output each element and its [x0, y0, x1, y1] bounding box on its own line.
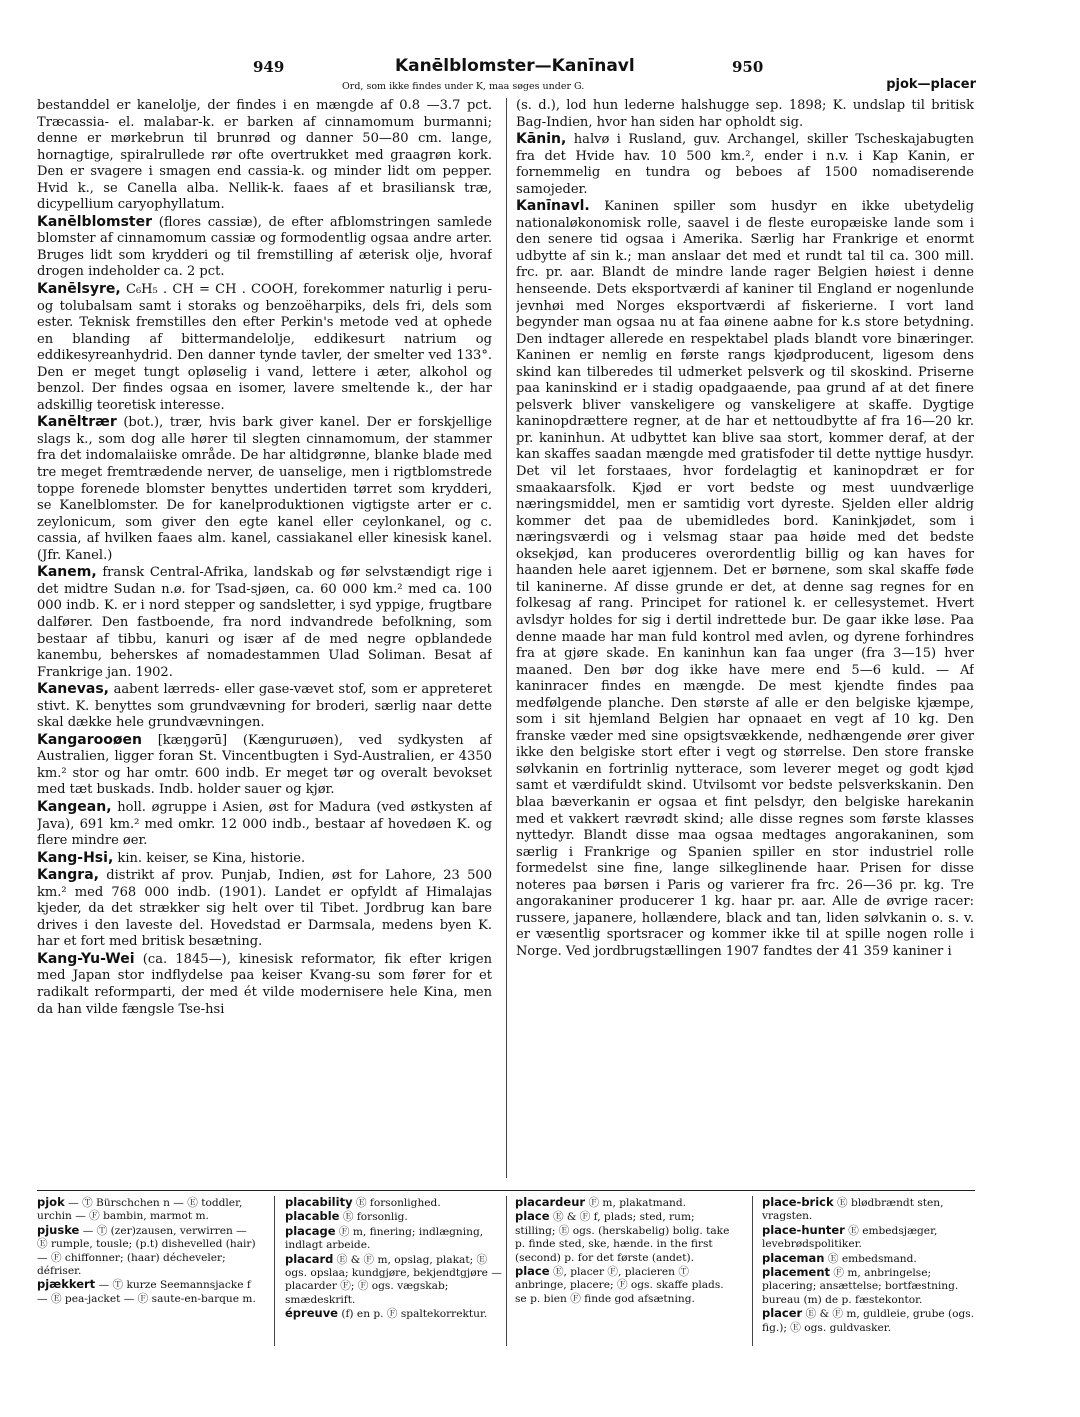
entry-continuation: (s. d.), lod hun lederne halshugge sep. 1898; K. undslap til britisk Bag-Indien, hvor han siden har opholdt sig.	[516, 98, 974, 130]
footer-entry: placeman Ⓔ embedsmand.	[762, 1250, 917, 1265]
entry-text: halvø i Rusland, guv. Archangel, skiller Tscheskajabugten fra det Hvide hav. 10 500 km.², ender i n.v. i Kap Kanin, er fornemmelig en tundra og beboes af 1500 nomadiserende samojeder.	[516, 132, 974, 197]
entry-text: C₆H₅ . CH = CH . COOH, forekommer naturlig i peru- og tolubalsam samt i storaks og benzoëharpiks, dels fri, dels som ester. Teknisk fremstilles den efter Perkin's metode ved at ophede en blanding af bittermandelolje, eddikesurt natrium og eddikesyreanhydrid. Den danner tynde tavler, der smelter ved 133°. Den er meget tungt opløselig i vand, lettere i æter, alkohol og benzol. Der findes ogsaa en isomer, lavere smeltende k., der har adskillig teoretisk interesse.	[37, 282, 492, 413]
footer-entry: placable Ⓔ forsonlig.	[285, 1209, 408, 1224]
entry-kanelsyre	[37, 281, 492, 414]
headword: Kangarooøen	[37, 731, 142, 748]
footer-entry: placardeur Ⓕ m, plakatmand.	[515, 1195, 687, 1209]
footer-entry: pjuske — Ⓣ (zer)zausen, verwirren — Ⓔ rumple, tousle; (p.t) dishevelled (hair) — Ⓕ chiffonner; (haar) décheveler; défriser.	[37, 1222, 256, 1278]
right-column	[516, 98, 974, 1190]
footer-entry: place-brick Ⓔ blødbrændt sten, vragsten.	[762, 1195, 944, 1223]
entry-kaneltraer	[37, 414, 492, 564]
page-header	[0, 58, 1080, 98]
footer-divider	[274, 1196, 275, 1346]
entry-text: aabent lærreds- eller gase-vævet stof, som er appreteret stivt. K. benyttes som grundvævning for broderi, særlig naar dette skal dække hele grundvævningen.	[37, 682, 492, 731]
entry-text: fransk Central-Afrika, landskab og før selvstændigt rige i det midtre Sudan n.ø. for Tsad-sjøen, ca. 60 000 km.² med ca. 100 000 indb. K. er i nord stepper og sandsletter, i syd yppige, frugtbare dalfører. Den fastboende, fra nord indvandrede befolkning, som bestaar af tibbu, kanuri og især af de med negre opblandede kanembu, beherskes af nomadestammen Ulad Soliman. Besat af Frankrige jan. 1902.	[37, 565, 492, 680]
entry-text: (bot.), trær, hvis bark giver kanel. Der er forskjellige slags k., som dog alle hører til slegten cinnamomum, der stammer fra det indomalaiiske område. De har altidgrønne, blanke blade med tre meget fremtrædende nerver, de uanselige, men i rigtblomstrede toppe forenede blomster benyttes undertiden tørret som krydderi, se Kanelblomster. De for kanelproduktionen vigtigste arter er c. zeylonicum, som giver den egte kanel eller ceylonkanel, og c. cassia, af hvilken faaes alm. kanel, cassiakanel eller kinesisk kanel. (Jfr. Kanel.)	[37, 415, 492, 563]
entry-kang-hsi	[37, 850, 492, 868]
headword: Kanīnavl.	[516, 198, 590, 215]
entry-kaninavl	[516, 198, 974, 960]
footer-entry: épreuve (f) en p. Ⓕ spaltekorrektur.	[285, 1306, 488, 1321]
footer-entry: pjækkert — Ⓣ kurze Seemannsjacke f — Ⓔ pea-jacket — Ⓕ saute-en-barque m.	[37, 1277, 256, 1305]
headword: Kanevas,	[37, 681, 109, 698]
footer-entry: place-hunter Ⓔ embedsjæger, levebrødspolitiker.	[762, 1222, 938, 1251]
left-column	[37, 98, 492, 1190]
entry-text: [kæŋgərū] (Kænguruøen), ved sydkysten af Australien, ligger foran St. Vincentbugten i Syd-Australien, er 4350 km.² stor og har omtr. 600 indb. Er meget tør og overalt bevokset med tæt buskads. Indb. holder sauer og kjør.	[37, 732, 492, 798]
page-number-right: 950	[732, 58, 764, 76]
footer-dictionary-col-3	[515, 1196, 737, 1306]
entry-kangra	[37, 867, 492, 951]
entry-text: (flores cassiæ), de efter afblomstringen samlede blomster af cinnamomum cassiæ og formodentlig ogsaa andre arter. Bruges lidt som krydderi og til fremstilling af æterisk olje, hvoraf drogen indeholder ca. 2 pct.	[37, 214, 492, 280]
entry-kang-yu-wei	[37, 951, 492, 1018]
footer-entry: placard Ⓔ & Ⓕ m, opslag, plakat; Ⓔ ogs. opslaa; kundgjøre, bekjendtgjøre — placarder Ⓕ; Ⓕ ogs. vægskab; smædeskrift.	[285, 1251, 502, 1306]
headword: Kang-Hsi,	[37, 849, 114, 866]
headword: Kānin,	[516, 131, 567, 148]
page-number-left: 949	[253, 58, 285, 76]
footer-entry: place Ⓔ & Ⓕ f, plads; sted, rum; stilling; Ⓔ ogs. (herskabelig) bolig. take p. finde sted, ske, hænde. in the first (second) p. for det første (andet).	[515, 1209, 730, 1264]
footer-dictionary-col-1	[37, 1196, 259, 1306]
headword: Kangean,	[37, 798, 112, 815]
entry-kangarooen	[37, 732, 492, 799]
headword: Kanēlsyre,	[37, 281, 121, 298]
footer-entry: pjok — Ⓣ Bürschchen n — Ⓔ toddler, urchin — Ⓕ bambin, marmot m.	[37, 1195, 243, 1223]
entry-continuation: bestanddel er kanelolje, der findes i en mængde af 0.8 —3.7 pct. Træcassia- el. malabar-k. er barken af cinnamomum burmanni; denne er mørkebrun til brunrød og danner 50—80 cm. lange, hornagtige, spiralrullede rør ofte overtrukket med graagrøn kork. Den er svagere i smagen end cassia-k. og minder lidt om pepper. Hvid k., se Canella alba. Nellik-k. faaes af et brasiliansk træ, dicypellium caryophyllatum.	[37, 98, 492, 213]
footer-entry: placage Ⓕ m, finering; indlægning, indlagt arbeide.	[285, 1223, 484, 1252]
headword: Kangra,	[37, 867, 99, 884]
column-divider	[506, 98, 507, 1178]
headword: Kanēltrær	[37, 414, 117, 431]
footer-entry: placement Ⓕ m, anbringelse; placering; ansættelse; bortfæstning. bureau (m) de p. fæstekontor.	[762, 1265, 959, 1306]
footer-entry: placability Ⓔ forsonlighed.	[285, 1195, 441, 1209]
footer-entry: placer Ⓔ & Ⓕ m, guldleie, grube (ogs. fig.); Ⓔ ogs. guldvasker.	[762, 1306, 975, 1334]
entry-kangean	[37, 799, 492, 850]
page-title: Kanēlblomster—Kanīnavl	[395, 56, 635, 76]
entry-kanem	[37, 564, 492, 681]
footer-entry: place Ⓔ, placer Ⓕ, placieren Ⓣ anbringe, placere; Ⓕ ogs. skaffe plads. se p. bien Ⓕ finde god afsætning.	[515, 1264, 724, 1305]
footer-dictionary-col-2	[285, 1196, 507, 1322]
page-subtitle: Ord, som ikke findes under K, maa søges under G.	[342, 81, 585, 92]
footer-divider	[752, 1196, 753, 1346]
footer-dictionary-col-4	[762, 1196, 976, 1335]
headword: Kanēlblomster	[37, 213, 153, 230]
entry-kanin	[516, 131, 974, 198]
entry-kanelblomster	[37, 214, 492, 281]
headword: Kang-Yu-Wei	[37, 950, 135, 967]
entry-text: (ca. 1845—), kinesisk reformator, fik efter krigen med Japan stor indflydelse paa keiser Kvang-su som fører for et radikalt reformparti, der med ét vilde modernisere hele Kina, men da han vilde fængsle Tse-hsi	[37, 951, 492, 1017]
entry-text: Kaninen spiller som husdyr en ikke ubetydelig nationaløkonomisk rolle, saavel i de fleste europæiske lande som i den senere tid ogsaa i Amerika. Særlig har Frankrige et enormt udbytte af sin k.; man anslaar det med et rundt tal til ca. 300 mill. frc. pr. aar. Blandt de mindre lande rager Belgien høiest i denne henseende. Dets eksportværdi af kaniner til England er nogenlunde jevnhøi med Norges eksportværdi af fiskerierne. I vort land begynder man ogsaa nu at faa øinene aabne for k.s store betydning. Den indtager allerede en respektabel plads blandt vore binæringer. Kaninen er nemlig en første rangs kjødproducent, ligesom dens skind kan tilberedes til udmerket pelsverk og til skoskind. Priserne paa kaninskind er i stadig opadgaaende, paa grund af at det finere pelsverk bliver vanskeligere og vanskeligere at skaffe. Dygtige kaninopdrættere regner, at de har et nettoudbytte af fra 16—20 kr. pr. kaninhun. At udbyttet kan blive saa stort, kommer deraf, at der kan skaffes saadan mængde med gratisfoder til dette nyttige husdyr. Det vil let forstaaes, hvor fordelagtig et kaninopdræt er for smaakaarsfolk. Kjød er vort bedste og mest uundværlige næringsmiddel, men er samtidig vort dyreste. Sjelden eller aldrig kommer det paa de ubemidledes bord. Kaninkjødet, som i næringsværdi og i velsmag staar paa høide med det bedste oksekjød, kan produceres overordentlig billig og kan haves for haanden hele aaret igjennem. Det er børnene, som skal skaffe føde til kaninerne. Af disse grunde er det, at denne sag regnes for en folkesag af rang. Principet for rationel k. er cellesystemet. Hvert avlsdyr holdes for sig i dertil indrettede bur. De gaar ikke løse. Paa denne maade har man fuld kontrol med avlen, og dyrene forhindres fra at gjøre skade. En kaninhun kan faa unger (fra 3—15) hver maaned. Den bør dog ikke have mere end 5—6 kuld. — Af kaninracer findes en mængde. De mest kjendte findes paa medfølgende planche. Den største af alle er den belgiske kjæmpe, som i sit hjemland Belgien har opnaaet en vegt af 10 kg. Den franske væder med sine opsigtsvækkende, nedhængende ører giver ikke den belgiske stort efter i vegt og størrelse. Den store franske sølvkanin en fortrinlig nytterace, som leverer meget og godt kjød samt et værdifuldt skind. Utvilsomt vor bedste pelsverkskanin. Den blaa bæverkanin er ogsaa et fint pelsdyr, den belgiske harekanin med et vakkert rævrødt skind; alle disse regnes som første klasses nyttedyr. Blandt disse maa ogsaa medtages angorakaninen, som særlig i Frankrige og Spanien spiller en stor industriel rolle formedelst sine fine, lange silkeglinende haar. Prisen for disse noteres paa børsen i Paris og varierer fra frc. 26—36 pr. kg. Tre angorakaniner producerer 1 kg. haar pr. aar. Alle de øvrige racer: russere, japanere, hollændere, black and tan, liden sølvkanin o. s. v. er væsentlig sportsracer og kommer ikke til at spille nogen rolle i Norge. Ved jordbrugstællingen 1907 fandtes der 41 359 kaniner i	[516, 199, 974, 959]
headword: Kanem,	[37, 564, 97, 581]
entry-text: holl. øgruppe i Asien, øst for Madura (ved østkysten af Java), 691 km.² med omkr. 12 000 indb., bestaar af hovedøen K. og flere mindre øer.	[37, 799, 492, 849]
footer-range: pjok—placer	[886, 77, 976, 92]
entry-kanevas	[37, 681, 492, 732]
footer-rule	[37, 1190, 975, 1191]
entry-text: kin. keiser, se Kina, historie.	[117, 850, 306, 866]
entry-text: distrikt af prov. Punjab, Indien, øst for Lahore, 23 500 km.² med 768 000 indb. (1901). Landet er opfyldt af Himalajas kjeder, da det strækker sig helt over til Tibet. Jordbrug kan bare drives i den laveste del. Hovedstad er Darmsala, medens byen K. har et fort med britisk besætning.	[37, 868, 492, 950]
